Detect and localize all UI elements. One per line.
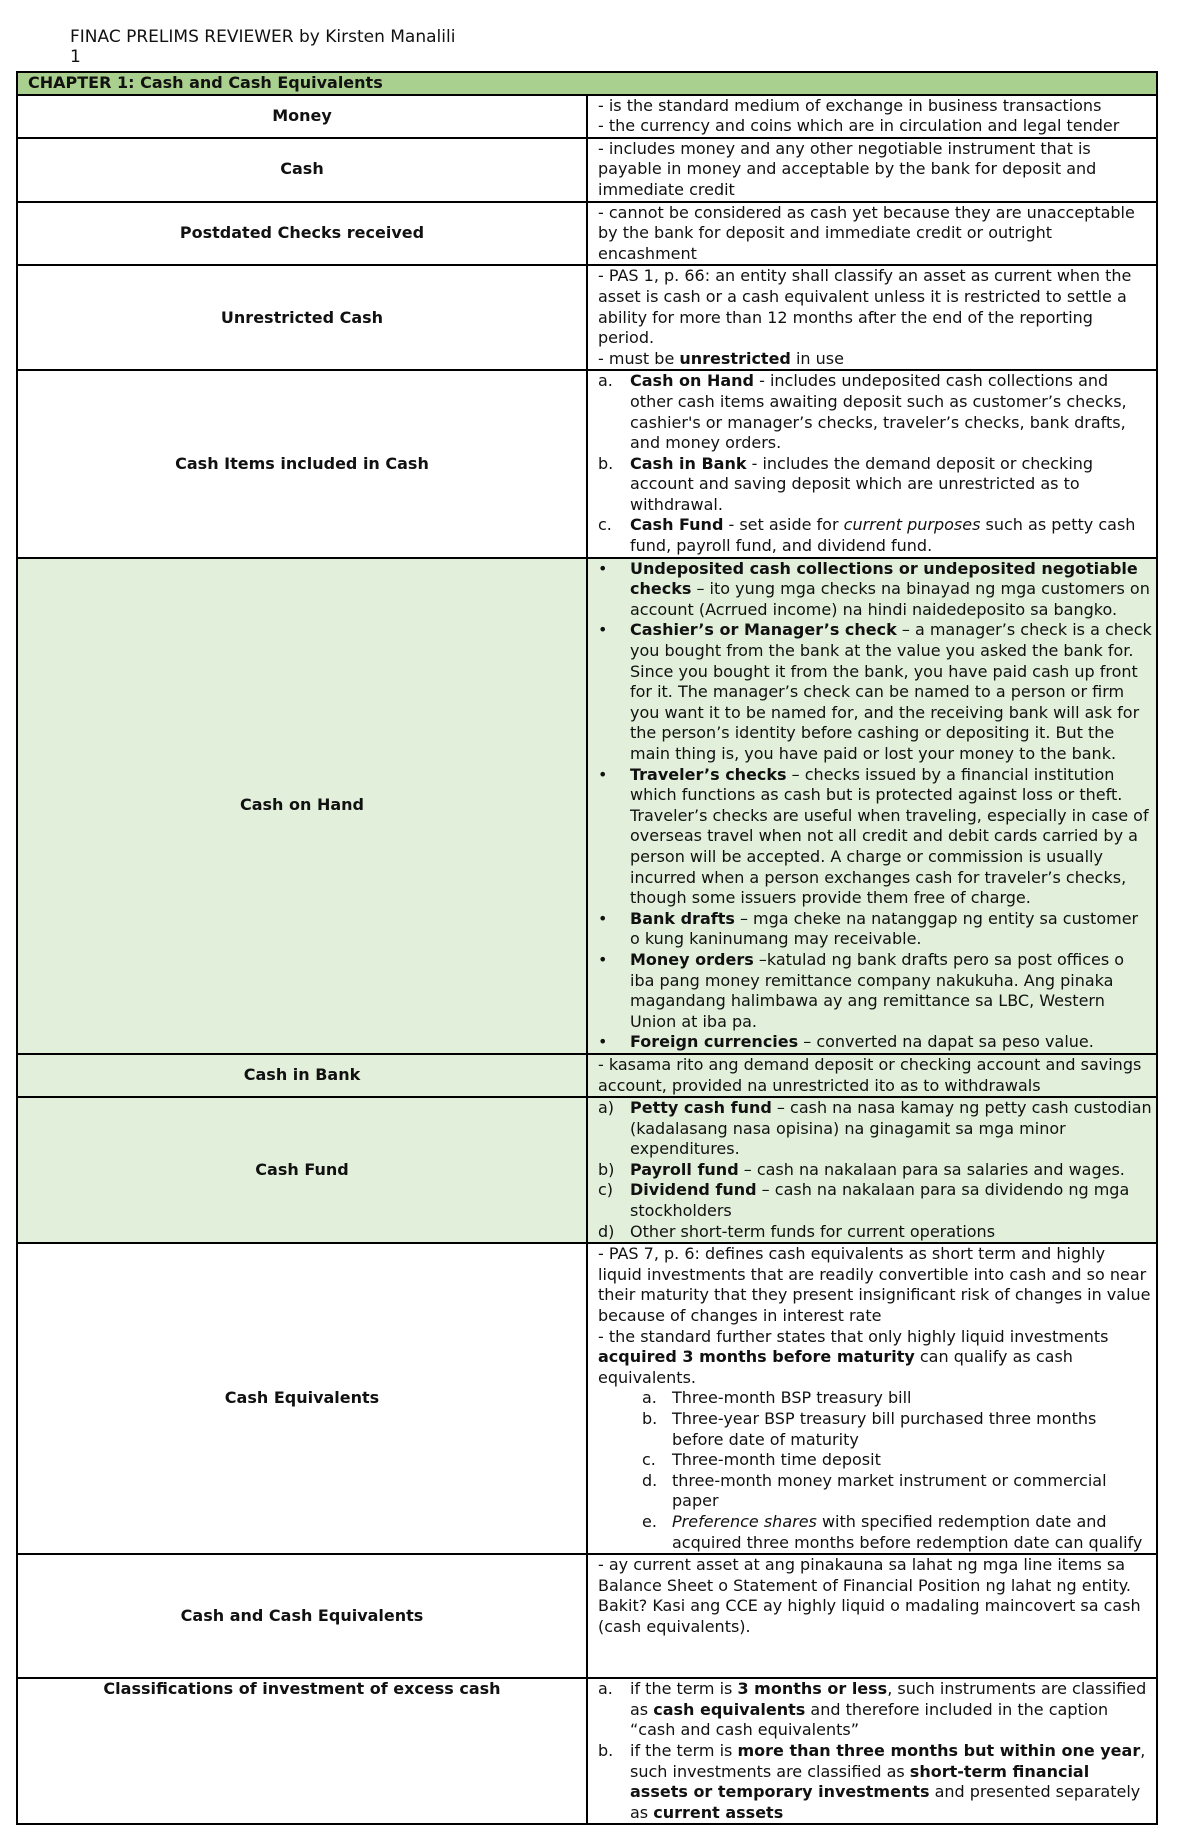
page-number: 1 xyxy=(70,47,81,67)
list-item: • Cashier’s or Manager’s check – a manager’s check is a check you bought from the bank at the value you asked the bank for. Since you bought it from the bank, you have paid cash up front for it. The manager’s check can be named to a person or firm you want it to be named for, and the receiving bank will ask for the person’s identity before cashing or depositing it. But the main thing is, you have paid or lost your money to the bank. xyxy=(598,620,1152,763)
term-cash-fund: Cash Fund xyxy=(17,1097,587,1243)
definition-postdated-checks: - cannot be considered as cash yet because they are unacceptable by the bank for deposit and immediate credit or outright encashment xyxy=(587,202,1157,266)
table-row xyxy=(17,202,1157,266)
table-row xyxy=(17,138,1157,202)
list-item: d. three-month money market instrument or commercial paper xyxy=(642,1470,1107,1511)
list-item: a) Petty cash fund – cash na nasa kamay ng petty cash custodian (kadalasang nasa opisina) na ginagamit sa mga minor expenditures. xyxy=(598,1098,1152,1159)
list-item: a. if the term is 3 months or less, such instruments are classified as cash equivalents and therefore included in the caption “cash and cash equivalents” xyxy=(598,1679,1147,1740)
table-row xyxy=(17,1554,1157,1678)
definition-cash-and-cash-equivalents: - ay current asset at ang pinakauna sa lahat ng mga line items sa Balance Sheet o Statement of Financial Position ng lahat ng entity. Bakit? Kasi ang CCE ay highly liquid o madaling maincovert sa cash (cash equivalents). xyxy=(587,1554,1157,1678)
list-item: • Undeposited cash collections or undeposited negotiable checks – ito yung mga checks na binayad ng mga customers on account (Acrrued income) na hindi naidedeposito sa bangko. xyxy=(598,558,1150,619)
definition-cash: - includes money and any other negotiable instrument that is payable in money and acceptable by the bank for deposit and immediate credit xyxy=(587,138,1157,202)
term-cash-equivalents: Cash Equivalents xyxy=(17,1243,587,1554)
term-money: Money xyxy=(17,95,587,138)
list-item: b. Cash in Bank - includes the demand deposit or checking account and saving deposit which are unrestricted as to withdrawal. xyxy=(598,453,1094,514)
document-header xyxy=(70,27,455,67)
table-row xyxy=(17,558,1157,1054)
definition-cash-fund xyxy=(587,1097,1157,1243)
term-postdated-checks: Postdated Checks received xyxy=(17,202,587,266)
document-title: FINAC PRELIMS REVIEWER by Kirsten Manalili xyxy=(70,27,456,47)
list-item: b. Three-year BSP treasury bill purchased three months before date of maturity xyxy=(642,1409,1097,1449)
term-cash: Cash xyxy=(17,138,587,202)
list-item: • Bank drafts – mga cheke na natanggap ng entity sa customer o kung kaninumang may receivable. xyxy=(598,908,1139,949)
list-item: b) Payroll fund – cash na nakalaan para sa salaries and wages. xyxy=(598,1159,1125,1179)
term-cash-and-cash-equivalents: Cash and Cash Equivalents xyxy=(17,1554,587,1678)
list-item: b. if the term is more than three months but within one year, such investments are classified as short-term financial assets or temporary investments and presented separately as current assets xyxy=(598,1740,1146,1822)
chapter-heading: CHAPTER 1: Cash and Cash Equivalents xyxy=(17,72,1157,95)
list-item: c. Cash Fund - set aside for current purposes such as petty cash fund, payroll fund, and dividend fund. xyxy=(598,515,1136,556)
definition-cash-in-bank: - kasama rito ang demand deposit or checking account and savings account, provided na unrestricted ito as to withdrawals xyxy=(587,1054,1157,1097)
reviewer-table xyxy=(16,71,1158,1825)
list-item: • Money orders –katulad ng bank drafts pero sa post offices o iba pang money remittance company nakukuha. Ang pinaka magandang halimbawa ay ang remittance sa LBC, Western Union at iba pa. xyxy=(598,949,1125,1031)
list-item: c. Three-month time deposit xyxy=(642,1450,881,1470)
list-item: a. Three-month BSP treasury bill xyxy=(642,1388,912,1408)
table-row xyxy=(17,265,1157,370)
definition-cash-on-hand xyxy=(587,558,1157,1054)
definition-cash-equivalents: - PAS 7, p. 6: defines cash equivalents as short term and highly liquid investments that are readily convertible into cash and so near their maturity that they present insignificant risk of changes in value because of changes in interest rate - the standard further states that only highly liquid investments acquired 3 months before maturity can qualify as cash equivalents. a. Three-month BSP treasury bill b. Three-year BSP treasury bill purchased three months before date of maturity c. Three-month time deposit d. three-month money market instrument or commercial paper e. Preference shares with specified redemption date and acquired three months before redemption date can qualify xyxy=(587,1243,1157,1554)
term-classifications: Classifications of investment of excess cash xyxy=(17,1678,587,1824)
definition-money: - is the standard medium of exchange in business transactions - the currency and coins which are in circulation and legal tender xyxy=(587,95,1157,138)
definition-unrestricted-cash: - PAS 1, p. 66: an entity shall classify an asset as current when the asset is cash or a cash equivalent unless it is restricted to settle a ability for more than 12 months after the end of the reporting period. - must be unrestricted in use xyxy=(587,265,1157,370)
list-item: • Traveler’s checks – checks issued by a financial institution which functions as cash but is protected against loss or theft. Traveler’s checks are useful when traveling, especially in case of overseas travel when not all credit and debit cards carried by a person will be accepted. A charge or commission is usually incurred when a person exchanges cash for traveler’s checks, though some issuers provide them free of charge. xyxy=(598,764,1149,908)
term-cash-on-hand: Cash on Hand xyxy=(17,558,587,1054)
table-row xyxy=(17,1097,1157,1243)
term-unrestricted-cash: Unrestricted Cash xyxy=(17,265,587,370)
definition-classifications xyxy=(587,1678,1157,1824)
definition-cash-items xyxy=(587,370,1157,557)
table-row xyxy=(17,1054,1157,1097)
table-row xyxy=(17,1243,1157,1554)
term-cash-in-bank: Cash in Bank xyxy=(17,1054,587,1097)
list-item: e. Preference shares with specified redemption date and acquired three months before redemption date can qualify xyxy=(642,1511,1143,1552)
list-item: d) Other short-term funds for current operations xyxy=(598,1221,996,1241)
term-cash-items: Cash Items included in Cash xyxy=(17,370,587,557)
table-row xyxy=(17,95,1157,138)
list-item: c) Dividend fund – cash na nakalaan para sa dividendo ng mga stockholders xyxy=(598,1180,1130,1221)
list-item: a. Cash on Hand - includes undeposited cash collections and other cash items awaiting deposit such as customer’s checks, cashier's or manager’s checks, traveler’s checks, bank drafts, and money orders. xyxy=(598,371,1127,453)
table-row xyxy=(17,1678,1157,1824)
list-item: • Foreign currencies – converted na dapat sa peso value. xyxy=(598,1032,1094,1052)
table-row xyxy=(17,370,1157,557)
